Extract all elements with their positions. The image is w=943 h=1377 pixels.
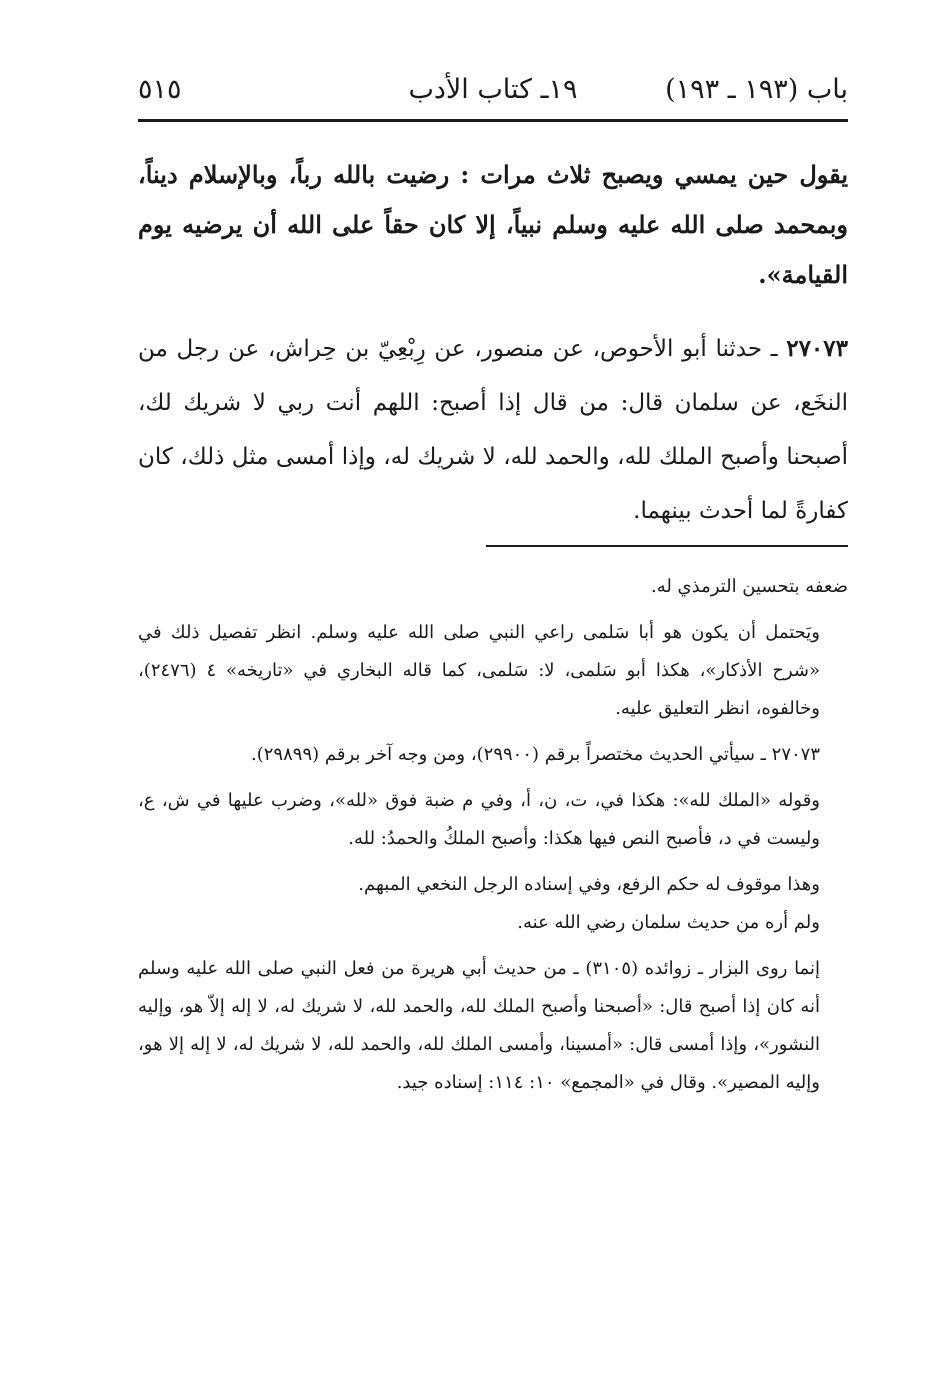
hadith-entry [138,322,848,538]
footnote-1: ضعفه بتحسين الترمذي له. [650,576,848,597]
footnote-6: ولم أره من حديث سلمان رضي الله عنه. [517,912,820,933]
footnote-3: ٢٧٠٧٣ ـ سيأتي الحديث مختصراً برقم (٢٩٩٠٠)، ومن وجه آخر برقم (٢٩٨٩٩). [251,744,820,765]
chapter-range: باب (١٩٣ ـ ١٩٣) [665,74,848,105]
book-title: ١٩ـ كتاب الأدب [408,74,578,105]
footnote-7: إنما روى البزار ـ زوائده (٣١٠٥) ـ من حديث أبي هريرة من فعل النبي صلى الله عليه وسلم أنه كان إذا أصبح قال: «أصبحنا وأصبح الملك لله، والحمد لله، لا شريك له، لا إله إلاّ هو، وإليه النشور»، وإذا أمسى قال: «أمسينا، وأمسى الملك لله، والحمد لله، لا شريك له، لا إله إلا هو، وإليه المصير». وقال في «المجمع» ١٠: ١١٤: إسناده جيد. [138,958,820,1093]
footnote-divider [486,545,848,547]
hadith-text: ـ حدثنا أبو الأحوص، عن منصور، عن رِبْعِيّ بن حِراش، عن رجل من النخَع، عن سلمان قال: من قال إذا أصبح: اللهم أنت ربي لا شريك لك، أصبحنا وأصبح الملك لله، والحمد لله، لا شريك له، وإذا أمسى مثل ذلك، كان كفارةً لما أحدث بينهما. [138,336,848,524]
page-header [138,70,848,114]
footnotes [138,568,848,1110]
hadith-continuation [138,150,848,300]
hadith-paragraph [138,322,848,538]
footnote-4: وقوله «الملك لله»: هكذا في، ت، ن، أ، وفي م ضبة فوق «لله»، وضرب عليها في ش، ع، وليست في د، فأصبح النص فيها هكذا: وأصبح الملكُ والحمدُ: لله. [138,790,820,849]
hadith-number: ٢٧٠٧٣ [786,335,848,362]
footnote-2: ويَحتمل أن يكون هو أبا سَلمى راعي النبي صلى الله عليه وسلم. انظر تفصيل ذلك في «شرح الأذكار»، هكذا أبو سَلمى، لا: سَلمى، كما قاله البخاري في «تاريخه» ٤ (٢٤٧٦)، وخالفوه، انظر التعليق عليه. [138,622,820,719]
page-number: ٥١٥ [138,74,182,105]
bold-paragraph: يقول حين يمسي ويصبح ثلاث مرات : رضيت بالله رباً، وبالإسلام ديناً، وبمحمد صلى الله عليه وسلم نبياً، إلا كان حقاً على الله أن يرضيه يوم القيامة». [138,160,848,289]
footnote-5: وهذا موقوف له حكم الرفع، وفي إسناده الرجل النخعي المبهم. [358,874,820,895]
header-divider [138,119,848,122]
